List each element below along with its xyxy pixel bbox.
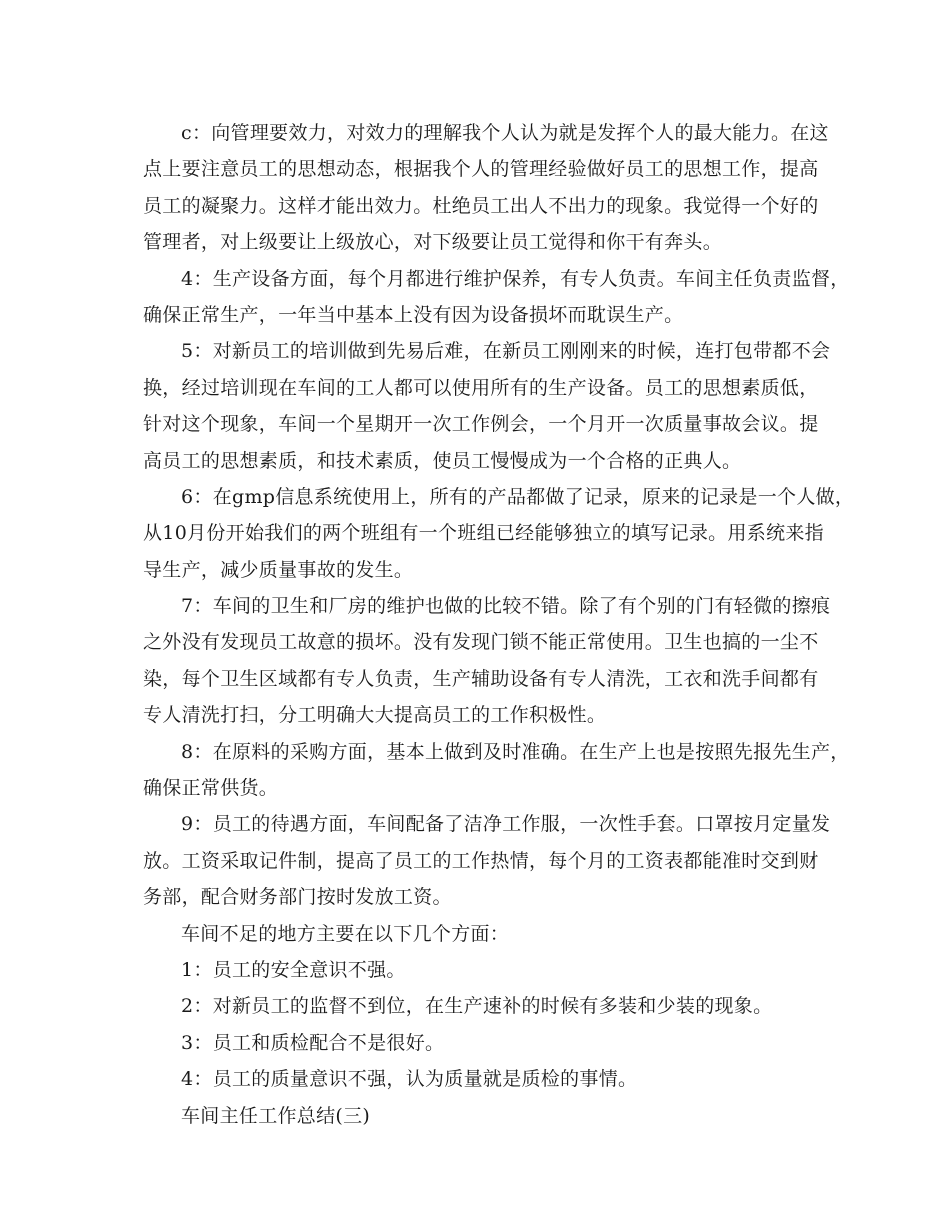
text-line: c：向管理要效力，对效力的理解我个人认为就是发挥个人的最大能力。在这 [181,122,829,144]
text-line: 染，每个卫生区域都有专人负责，生产辅助设备有专人清洗，工衣和洗手间都有 [143,667,819,690]
text-line: 之外没有发现员工故意的损坏。没有发现门锁不能正常使用。卫生也搞的一尘不 [143,631,819,654]
text-line: 2：对新员工的监督不到位，在生产速补的时候有多装和少装的现象。 [181,995,773,1018]
text-line: 4：员工的质量意识不强，认为质量就是质检的事情。 [181,1068,638,1091]
text-line: 确保正常生产，一年当中基本上没有因为设备损坏而耽误生产。 [143,303,684,326]
text-line: 导生产，减少质量事故的发生。 [143,558,414,581]
paragraph-9-benefits [143,806,831,915]
text-line: 专人清洗打扫，分工明确大大提高员工的工作积极性。 [143,704,607,727]
text-line: 务部，配合财务部门按时发放工资。 [143,886,452,909]
text-line: 管理者，对上级要让上级放心，对下级要让员工觉得和你干有奔头。 [143,231,723,254]
paragraph-6-gmp-system [143,479,855,588]
paragraph-shortcomings-heading [143,916,815,952]
text-line: 车间不足的地方主要在以下几个方面： [181,922,510,945]
paragraph-shortcoming-4 [143,1061,815,1097]
text-line: 高员工的思想素质，和技术素质，使员工慢慢成为一个合格的正典人。 [143,449,742,472]
paragraph-5-training [143,333,831,479]
paragraph-shortcoming-2 [143,988,815,1024]
text-line: 针对这个现象，车间一个星期开一次工作例会，一个月开一次质量事故会议。提 [143,413,819,436]
paragraph-shortcoming-3 [143,1025,815,1061]
text-line: 8：在原料的采购方面，基本上做到及时准确。在生产上也是按照先报先生产， [181,740,850,763]
section-title-summary-3 [143,1098,815,1134]
text-line: 9：员工的待遇方面，车间配备了洁净工作服，一次性手套。口罩按月定量发 [181,813,831,836]
text-line: 车间主任工作总结(三) [181,1104,371,1127]
text-line: 6：在gmp信息系统使用上，所有的产品都做了记录，原来的记录是一个人做， [181,485,855,508]
text-line: 从10月份开始我们的两个班组有一个班组已经能够独立的填写记录。用系统来指 [143,522,824,545]
text-line: 5：对新员工的培训做到先易后难，在新员工刚刚来的时候，连打包带都不会 [181,340,831,363]
document-body [143,115,855,1134]
text-line: 7：车间的卫生和厂房的维护也做的比较不错。除了有个别的门有轻微的擦痕 [181,595,831,618]
text-line: 员工的凝聚力。这样才能出效力。杜绝员工出人不出力的现象。我觉得一个好的 [143,194,819,217]
text-line: 确保正常供货。 [143,777,279,800]
paragraph-4-equipment [143,261,850,334]
text-line: 放。工资采取记件制，提高了员工的工作热情，每个月的工资表都能准时交到财 [143,849,819,872]
text-line: 换，经过培训现在车间的工人都可以使用所有的生产设备。员工的思想素质低， [143,376,819,399]
paragraph-8-procurement [143,734,850,807]
paragraph-shortcoming-1 [143,952,815,988]
text-line: 点上要注意员工的思想动态，根据我个人的管理经验做好员工的思想工作，提高 [143,158,819,181]
text-line: 3：员工和质检配合不是很好。 [181,1031,445,1054]
text-line: 1：员工的安全意识不强。 [181,958,406,981]
paragraph-7-hygiene [143,588,831,734]
text-line: 4：生产设备方面，每个月都进行维护保养，有专人负责。车间主任负责监督， [181,267,850,290]
paragraph-c-efficiency [143,115,829,261]
